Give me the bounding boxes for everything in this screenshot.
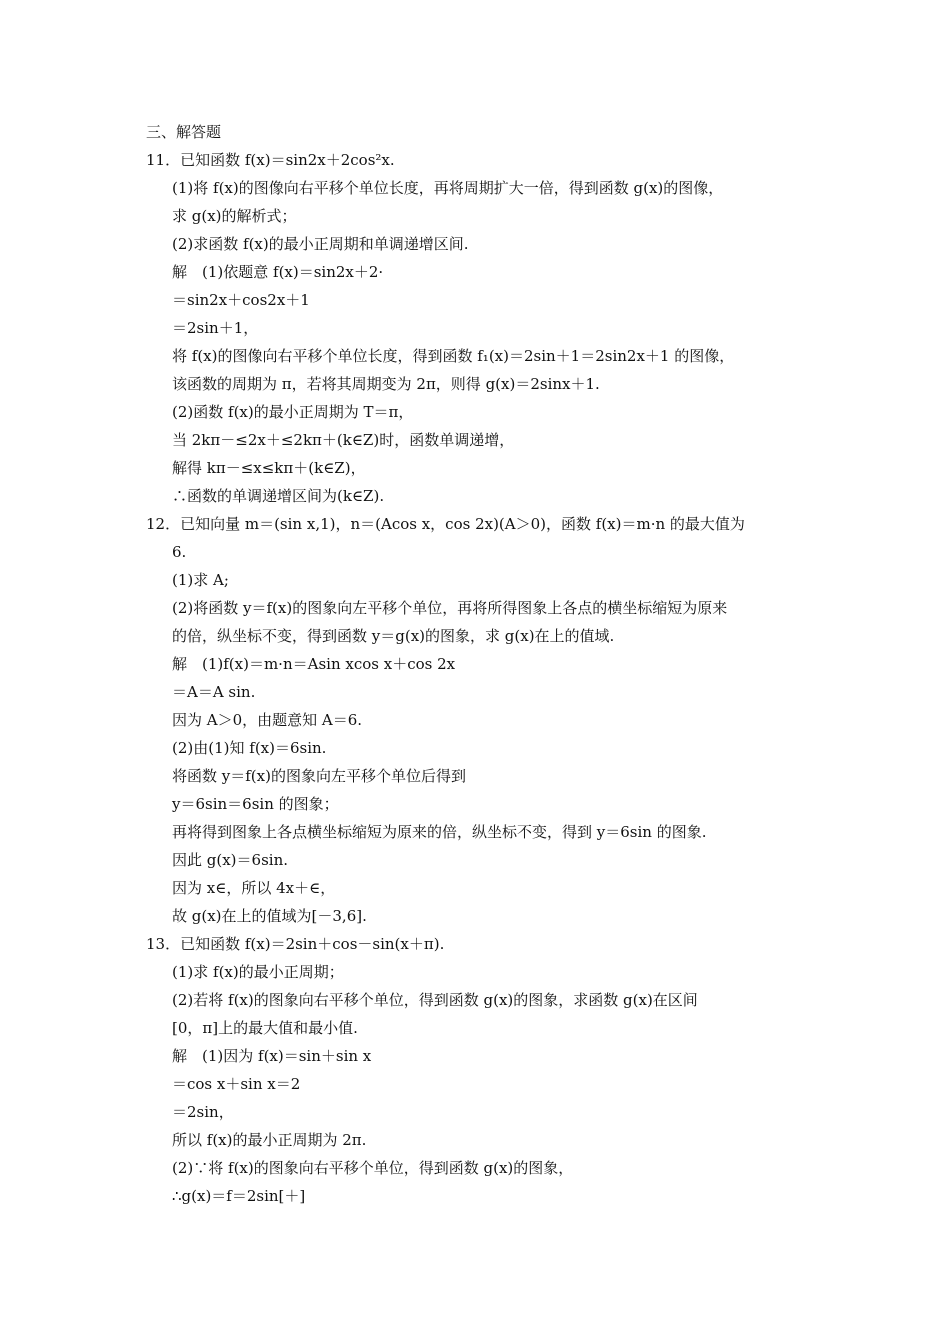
solution-line: 所以 f(x)的最小正周期为 2π. [172,1131,367,1149]
solution-line: ＝2sin， [172,1103,234,1121]
solution-line: ∴函数的单调递增区间为(k∈Z). [172,487,385,505]
solution-line: (2)函数 f(x)的最小正周期为 T＝π， [172,403,414,421]
problem-12-part-1: (1)求 A; [172,571,229,589]
solution-line: y＝6sin＝6sin 的图象； [172,795,339,813]
problem-12-statement-cont: 6. [172,543,187,561]
solution-line: 将 f(x)的图像向右平移个单位长度，得到函数 f₁(x)＝2sin＋1＝2sin2x＋1 的图像， [172,347,735,365]
problem-12-statement: 12．已知向量 m＝(sin x,1)，n＝(Acos x，cos 2x)(A＞0)，函数 f(x)＝m·n 的最大值为 [146,515,745,533]
solution-line: 将函数 y＝f(x)的图象向左平移个单位后得到 [172,767,466,785]
solution-line: ＝2sin＋1， [172,319,259,337]
problem-13-part-1: (1)求 f(x)的最小正周期； [172,963,344,981]
solution-line: ＝cos x＋sin x＝2 [172,1075,301,1093]
solution-line: ＝A＝A sin. [172,683,256,701]
solution-line: 因为 A＞0，由题意知 A＝6. [172,711,363,729]
problem-13-part-2: (2)若将 f(x)的图象向右平移个单位，得到函数 g(x)的图象，求函数 g(x)在区间 [172,991,698,1009]
solution-line: 解 (1)依题意 f(x)＝sin2x＋2· [172,263,384,281]
problem-12-part-2-cont: 的倍，纵坐标不变，得到函数 y＝g(x)的图象，求 g(x)在上的值域. [172,627,615,645]
solution-line: 解 (1)f(x)＝m·n＝Asin xcos x＋cos 2x [172,655,456,673]
solution-line: 再将得到图象上各点横坐标缩短为原来的倍，纵坐标不变，得到 y＝6sin 的图象. [172,823,707,841]
solution-line: 该函数的周期为 π，若将其周期变为 2π，则得 g(x)＝2sinx＋1. [172,375,600,393]
solution-line: 解 (1)因为 f(x)＝sin＋sin x [172,1047,372,1065]
solution-line: 因为 x∈，所以 4x＋∈， [172,879,336,897]
problem-11-statement: 11．已知函数 f(x)＝sin2x＋2cos²x. [146,151,395,169]
solution-line: 因此 g(x)＝6sin. [172,851,289,869]
problem-11-part-1-cont: 求 g(x)的解析式； [172,207,297,225]
solution-line: 当 2kπ－≤2x＋≤2kπ＋(k∈Z)时，函数单调递增， [172,431,515,449]
problem-13-statement: 13．已知函数 f(x)＝2sin＋cos－sin(x＋π). [146,935,445,953]
solution-line: (2)由(1)知 f(x)＝6sin. [172,739,327,757]
solution-line: 解得 kπ－≤x≤kπ＋(k∈Z)， [172,459,366,477]
section-heading: 三、解答题 [146,123,222,141]
problem-11-part-1: (1)将 f(x)的图像向右平移个单位长度，再将周期扩大一倍，得到函数 g(x)的图像， [172,179,724,197]
solution-line: ＝sin2x＋cos2x＋1 [172,291,310,309]
solution-line: (2)∵将 f(x)的图象向右平移个单位，得到函数 g(x)的图象， [172,1159,574,1177]
problem-12-part-2: (2)将函数 y＝f(x)的图象向左平移个单位，再将所得图象上各点的横坐标缩短为原来 [172,599,728,617]
problem-11-part-2: (2)求函数 f(x)的最小正周期和单调递增区间. [172,235,469,253]
solution-line: ∴g(x)＝f＝2sin[＋] [172,1187,306,1205]
solution-line: 故 g(x)在上的值域为[－3,6]. [172,907,367,925]
problem-13-part-2-cont: [0，π]上的最大值和最小值. [172,1019,358,1037]
